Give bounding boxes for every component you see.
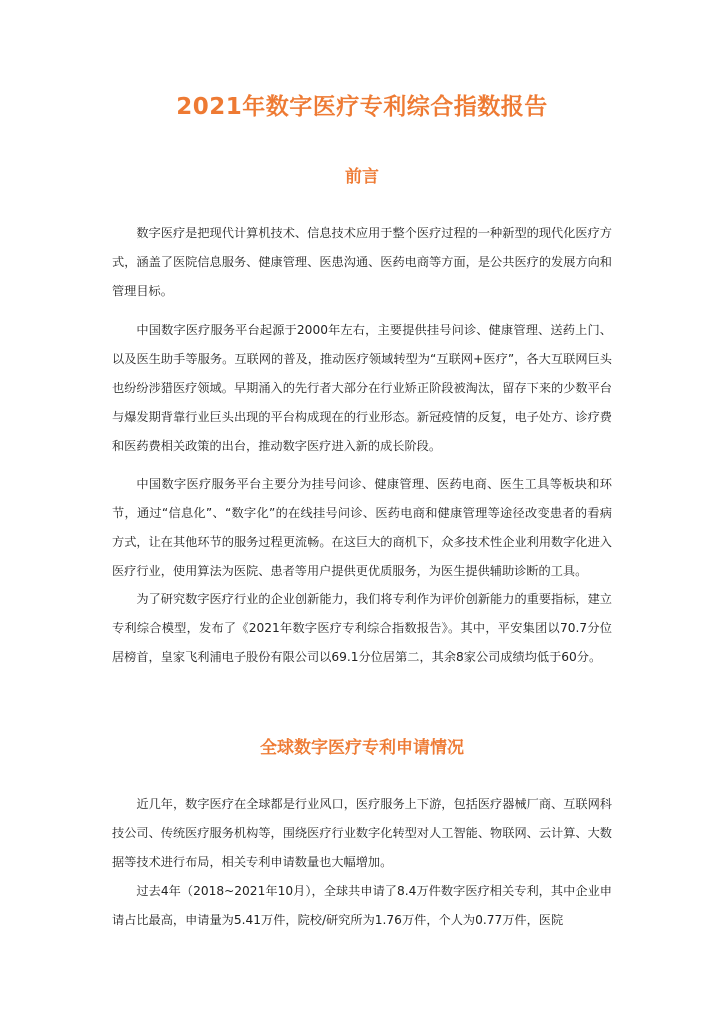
global-paragraph-1: 近几年，数字医疗在全球都是行业风口，医疗服务上下游，包括医疗器械厂商、互联网科技公司、传统医疗服务机构等，围绕医疗行业数字化转型对人工智能、物联网、云计算、大数据等技术进行布局，相关专利申请数量也大幅增加。 (112, 797, 612, 869)
preface-paragraph-3: 中国数字医疗服务平台主要分为挂号问诊、健康管理、医药电商、医生工具等板块和环节，通过“信息化”、“数字化”的在线挂号问诊、医药电商和健康管理等途径改变患者的看病方式，让在其他环节的服务过程更流畅。在这巨大的商机下，众多技术性企业利用数字化进入医疗行业，使用算法为医院、患者等用户提供更优质服务，为医生提供辅助诊断的工具。 (112, 477, 612, 578)
section-heading-global-patents: 全球数字医疗专利申请情况 (260, 738, 464, 758)
preface-paragraph-2: 中国数字医疗服务平台起源于2000年左右，主要提供挂号问诊、健康管理、送药上门、以及医生助手等服务。互联网的普及，推动医疗领域转型为“互联网+医疗”，各大互联网巨头也纷纷涉猎医疗领域。早期涌入的先行者大部分在行业矫正阶段被淘汰，留存下来的少数平台与爆发期背靠行业巨头出现的平台构成现在的行业形态。新冠疫情的反复，电子处方、诊疗费和医药费相关政策的出台，推动数字医疗进入新的成长阶段。 (112, 323, 612, 453)
document-title: 2021年数字医疗专利综合指数报告 (176, 94, 548, 120)
global-paragraph-2: 过去4年（2018~2021年10月），全球共申请了8.4万件数字医疗相关专利，其中企业申请占比最高，申请量为5.41万件，院校/研究所为1.76万件，个人为0.77万件，医院 (112, 884, 612, 927)
preface-paragraph-1: 数字医疗是把现代计算机技术、信息技术应用于整个医疗过程的一种新型的现代化医疗方式，涵盖了医院信息服务、健康管理、医患沟通、医药电商等方面，是公共医疗的发展方向和管理目标。 (112, 226, 612, 298)
section-heading-preface: 前言 (345, 167, 379, 187)
preface-paragraph-4: 为了研究数字医疗行业的企业创新能力，我们将专利作为评价创新能力的重要指标，建立专利综合模型，发布了《2021年数字医疗专利综合指数报告》。其中，平安集团以70.7分位居榜首，皇家飞利浦电子股份有限公司以69.1分位居第二，其余8家公司成绩均低于60分。 (112, 592, 612, 664)
